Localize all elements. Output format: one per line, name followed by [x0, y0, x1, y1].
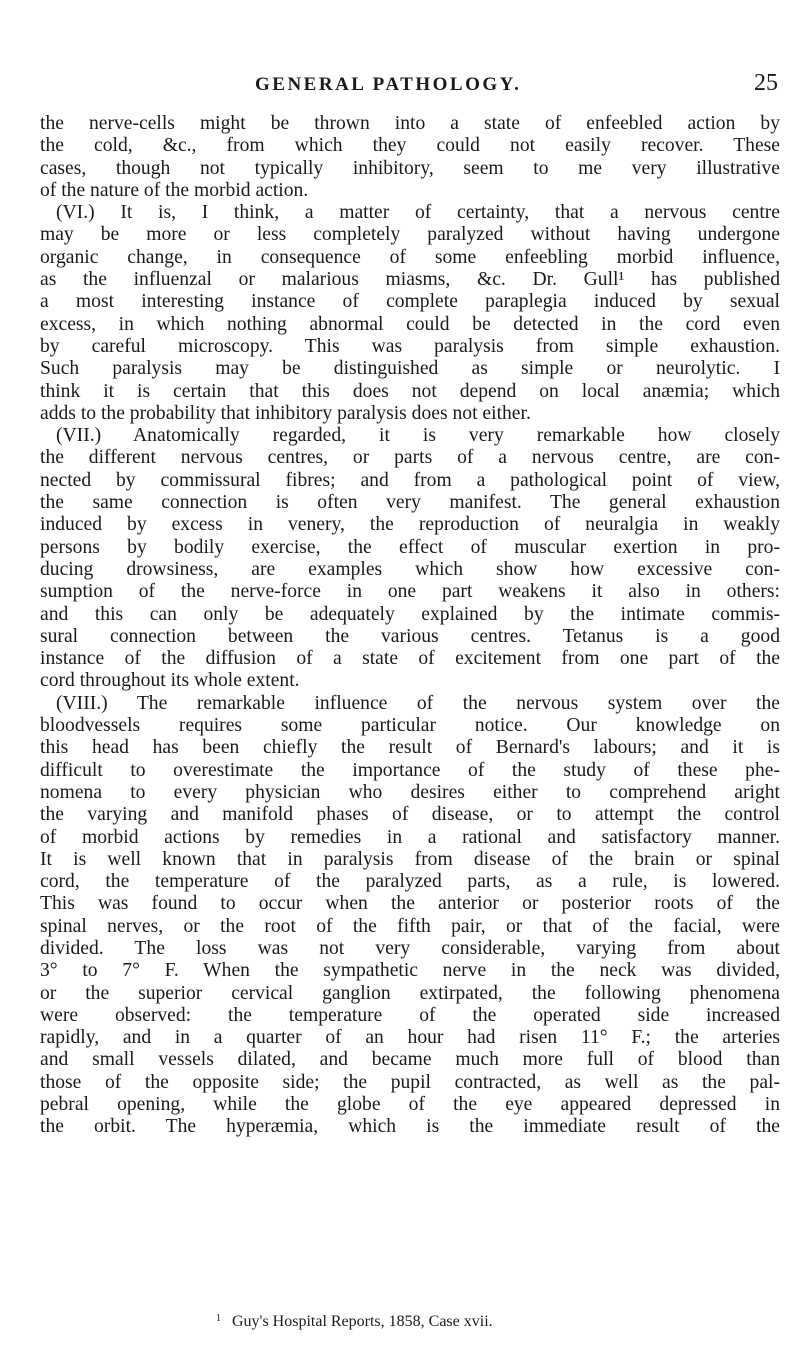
text-line: cases, though not typically inhibitory, seem to me very illustrative	[40, 157, 780, 179]
text-line: ducing drowsiness, are examples which show how excessive con-	[40, 558, 780, 580]
text-line: were observed: the temperature of the operated side increased	[40, 1004, 780, 1026]
text-line: or the superior cervical ganglion extirpated, the following phenomena	[40, 982, 780, 1004]
text-line: pebral opening, while the globe of the eye appeared depressed in	[40, 1094, 780, 1116]
text-line: a most interesting instance of complete paraplegia induced by sexual	[40, 291, 780, 313]
text-line: the different nervous centres, or parts of a nervous centre, are con-	[40, 447, 780, 469]
text-line: This was found to occur when the anterior or posterior roots of the	[40, 893, 780, 915]
text-line: Such paralysis may be distinguished as simple or neurolytic. I	[40, 358, 780, 380]
text-line: (VI.) It is, I think, a matter of certainty, that a nervous centre	[56, 202, 780, 224]
text-line: bloodvessels requires some particular notice. Our knowledge on	[40, 715, 780, 737]
text-line: divided. The loss was not very considerable, varying from about	[40, 937, 780, 959]
text-line: those of the opposite side; the pupil contracted, as well as the pal-	[40, 1071, 780, 1093]
text-line: the same connection is often very manifest. The general exhaustion	[40, 492, 780, 514]
text-line: excess, in which nothing abnormal could be detected in the cord even	[40, 313, 780, 335]
text-line: of the nature of the morbid action.	[40, 179, 309, 201]
text-line: as the influenzal or malarious miasms, &c. Dr. Gull¹ has published	[40, 269, 780, 291]
text-line: spinal nerves, or the root of the fifth pair, or that of the facial, were	[40, 915, 780, 937]
text-line: difficult to overestimate the importance of the study of these phe-	[40, 759, 780, 781]
text-line: It is well known that in paralysis from disease of the brain or spinal	[40, 848, 780, 870]
text-line: sural connection between the various centres. Tetanus is a good	[40, 625, 780, 647]
text-line: induced by excess in venery, the reproduction of neuralgia in weakly	[40, 514, 780, 536]
text-line: instance of the diffusion of a state of excitement from one part of the	[40, 648, 780, 670]
text-line: by careful microscopy. This was paralysis from simple exhaustion.	[40, 335, 780, 357]
footnote-marker: 1	[216, 1313, 221, 1324]
text-line: cord throughout its whole extent.	[40, 670, 300, 692]
text-line: 3° to 7° F. When the sympathetic nerve in the neck was divided,	[40, 960, 780, 982]
text-line: the cold, &c., from which they could not easily recover. These	[40, 135, 780, 157]
text-line: nomena to every physician who desires either to comprehend aright	[40, 781, 780, 803]
text-line: adds to the probability that inhibitory paralysis does not either.	[40, 402, 531, 424]
text-line: organic change, in consequence of some enfeebling morbid influence,	[40, 246, 780, 268]
text-line: may be more or less completely paralyzed without having undergone	[40, 224, 780, 246]
page-number: 25	[754, 70, 778, 96]
text-line: and this can only be adequately explained by the intimate commis-	[40, 603, 780, 625]
running-head	[0, 70, 800, 100]
text-line: the nerve-cells might be thrown into a state of enfeebled action by	[40, 113, 780, 134]
text-line: nected by commissural fibres; and from a pathological point of view,	[40, 469, 780, 491]
text-line: cord, the temperature of the paralyzed parts, as a rule, is lowered.	[40, 871, 780, 893]
text-line: (VIII.) The remarkable influence of the nervous system over the	[56, 692, 780, 714]
text-line: persons by bodily exercise, the effect of muscular exertion in pro-	[40, 536, 780, 558]
text-line: rapidly, and in a quarter of an hour had risen 11° F.; the arteries	[40, 1027, 780, 1049]
text-line: the orbit. The hyperæmia, which is the immediate result of the	[40, 1116, 780, 1138]
text-line: think it is certain that this does not depend on local anæmia; which	[40, 380, 780, 402]
text-line: and small vessels dilated, and became much more full of blood than	[40, 1049, 780, 1071]
text-line: the varying and manifold phases of disease, or to attempt the control	[40, 804, 780, 826]
text-line: this head has been chiefly the result of Bernard's labours; and it is	[40, 737, 780, 759]
body-text	[40, 113, 780, 1139]
text-line: of morbid actions by remedies in a rational and satisfactory manner.	[40, 826, 780, 848]
text-line: sumption of the nerve-force in one part weakens it also in others:	[40, 581, 780, 603]
text-line: (VII.) Anatomically regarded, it is very remarkable how closely	[56, 425, 780, 447]
footnote-text: Guy's Hospital Reports, 1858, Case xvii.	[232, 1313, 493, 1330]
running-title: GENERAL PATHOLOGY.	[255, 74, 522, 95]
